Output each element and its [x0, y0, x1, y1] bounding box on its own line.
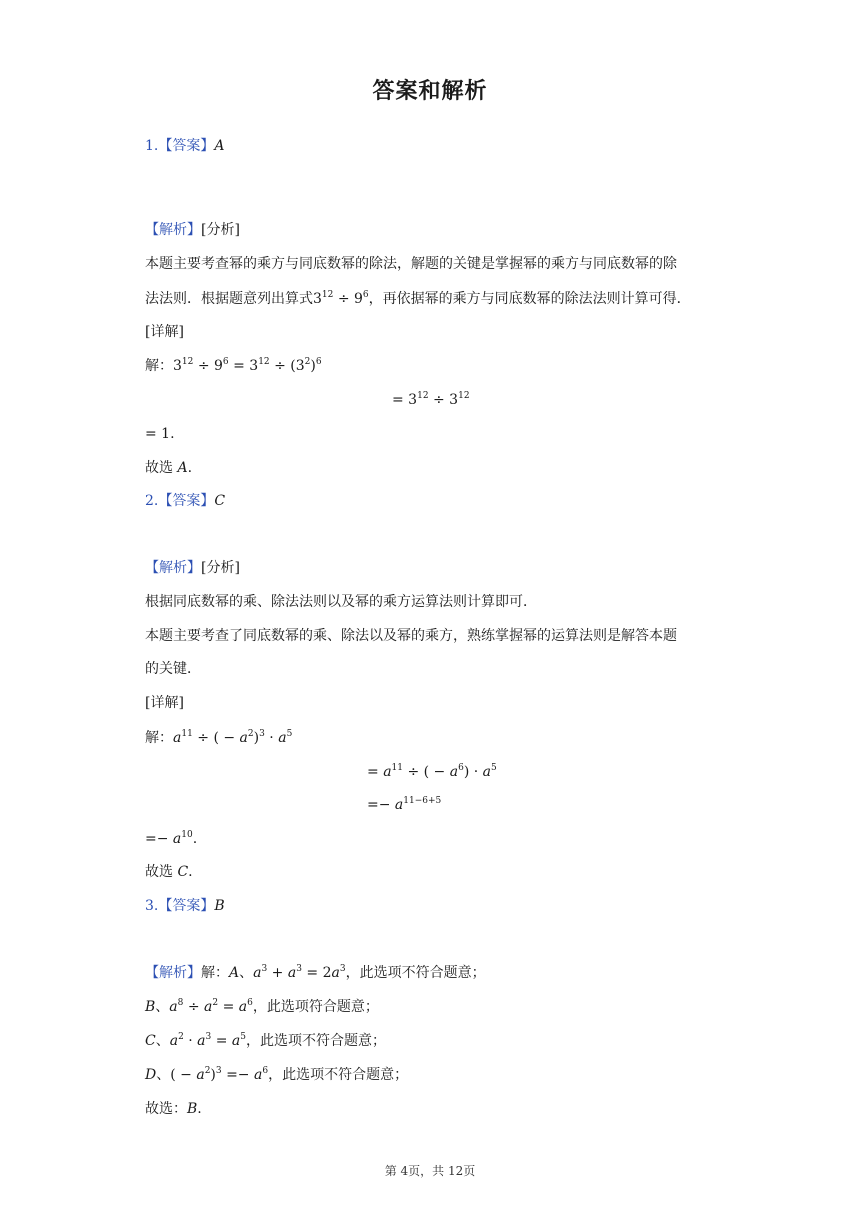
q3-choose: [145, 1099, 202, 1119]
q3-option-a-expr: A、$a^3 + a^3 = 2a^3$: [229, 964, 346, 981]
q2-answer: C: [214, 493, 226, 509]
q3-answer-line: [145, 896, 225, 916]
q2-choose-prefix: 故选: [145, 864, 178, 880]
q2-choose: [145, 862, 193, 882]
q1-result: = 1.: [145, 426, 175, 442]
q3-option-d: [145, 1065, 408, 1085]
page-footer: 第 4页，共 12页: [384, 1164, 476, 1178]
q3-choose-letter: B: [187, 1101, 198, 1117]
q1-solution-line-1: [145, 356, 322, 376]
q2-analysis-tag: 【解析】: [145, 560, 201, 576]
q1-xiangjie: [详解]: [145, 324, 184, 340]
q2-text-3: 的关键．: [145, 661, 201, 677]
q2-fenxi: [分析]: [201, 560, 240, 576]
q3-option-a: [145, 963, 486, 983]
q3-option-c-comment: ，此选项不符合题意；: [246, 1033, 386, 1049]
q1-analysis-tag: 【解析】: [145, 222, 201, 238]
page-title: 答案和解析: [372, 79, 488, 104]
q2-choose-letter: C: [177, 864, 189, 880]
q2-solution-line-1: [145, 728, 292, 748]
q1-answer-tag: 【答案】: [158, 138, 215, 154]
q1-text-2b: ，再依据幂的乘方与同底数幂的除法法则计算可得．: [368, 291, 691, 307]
q1-formula-inline: $3^{12} \div 9^6$: [313, 290, 369, 307]
q3-number: 3.: [145, 898, 159, 914]
q2-jie: 解：: [145, 730, 173, 746]
q1-text-2a: 法法则．根据题意列出算式: [145, 291, 313, 307]
q1-solution-line-2: = $3^{12} \div 3^{12}$: [392, 391, 470, 408]
q3-option-a-comment: ，此选项不符合题意；: [345, 965, 486, 981]
q1-analysis-header: [145, 220, 240, 240]
q1-equation-1: $3^{12} \div 9^6 = 3^{12} \div (3^2)^6$: [173, 357, 322, 374]
q2-solution-line-2: = $a^{11}$ ÷ ( − $a^6) \cdot a^5$: [367, 763, 497, 780]
q2-text-1: 根据同底数幂的乘、除法法则以及幂的乘方运算法则计算即可．: [145, 594, 537, 610]
q1-jie: 解：: [145, 358, 173, 374]
q2-result: =− $a^{10}$.: [145, 830, 198, 847]
q3-analysis-tag: 【解析】: [145, 965, 201, 981]
q2-choose-suffix: .: [188, 864, 193, 880]
q3-choose-prefix: 故选：: [145, 1101, 187, 1117]
q2-answer-tag: 【答案】: [158, 493, 215, 509]
q1-choose-letter: A: [177, 460, 188, 476]
q1-text-1: 本题主要考查幂的乘方与同底数幂的除法，解题的关键是掌握幂的乘方与同底数幂的除: [145, 256, 677, 272]
q2-equation-1: $a^{11}$ ÷ ( − $a^2)^3 \cdot a^5$: [173, 729, 293, 746]
q2-xiangjie: [详解]: [145, 695, 184, 711]
q3-option-b-comment: ，此选项符合题意；: [252, 999, 379, 1015]
q3-jie: 解：: [201, 965, 229, 981]
q1-choose-suffix: .: [187, 460, 193, 476]
q1-answer: A: [214, 138, 225, 154]
q3-answer-tag: 【答案】: [158, 898, 215, 914]
q3-option-b-expr: B、$a^8 \div a^2 = a^6$: [145, 998, 253, 1015]
q3-answer: B: [214, 898, 225, 914]
q3-option-d-expr: D、( − $a^2)^3 =- a^6$: [145, 1066, 269, 1083]
q3-option-d-comment: ，此选项不符合题意；: [268, 1067, 409, 1083]
q3-choose-suffix: .: [197, 1101, 202, 1117]
q2-number: 2.: [145, 493, 159, 509]
q1-number: 1.: [145, 138, 159, 154]
q2-text-2: 本题主要考查了同底数幂的乘、除法以及幂的乘方，熟练掌握幂的运算法则是解答本题: [145, 628, 677, 644]
q1-text-2: [145, 289, 691, 309]
q1-choose-prefix: 故选: [145, 460, 178, 476]
q3-option-c-expr: C、$a^2 \cdot a^3 = a^5$: [145, 1032, 246, 1049]
q2-analysis-header: [145, 558, 240, 578]
q3-option-c: [145, 1031, 386, 1051]
q1-choose: [145, 458, 192, 478]
q1-fenxi: [分析]: [201, 222, 240, 238]
q2-answer-line: [145, 491, 225, 511]
q3-option-b: [145, 997, 379, 1017]
q1-answer-line: [145, 136, 224, 156]
q2-solution-line-3: =− $a^{11-6+5}$: [367, 796, 442, 813]
